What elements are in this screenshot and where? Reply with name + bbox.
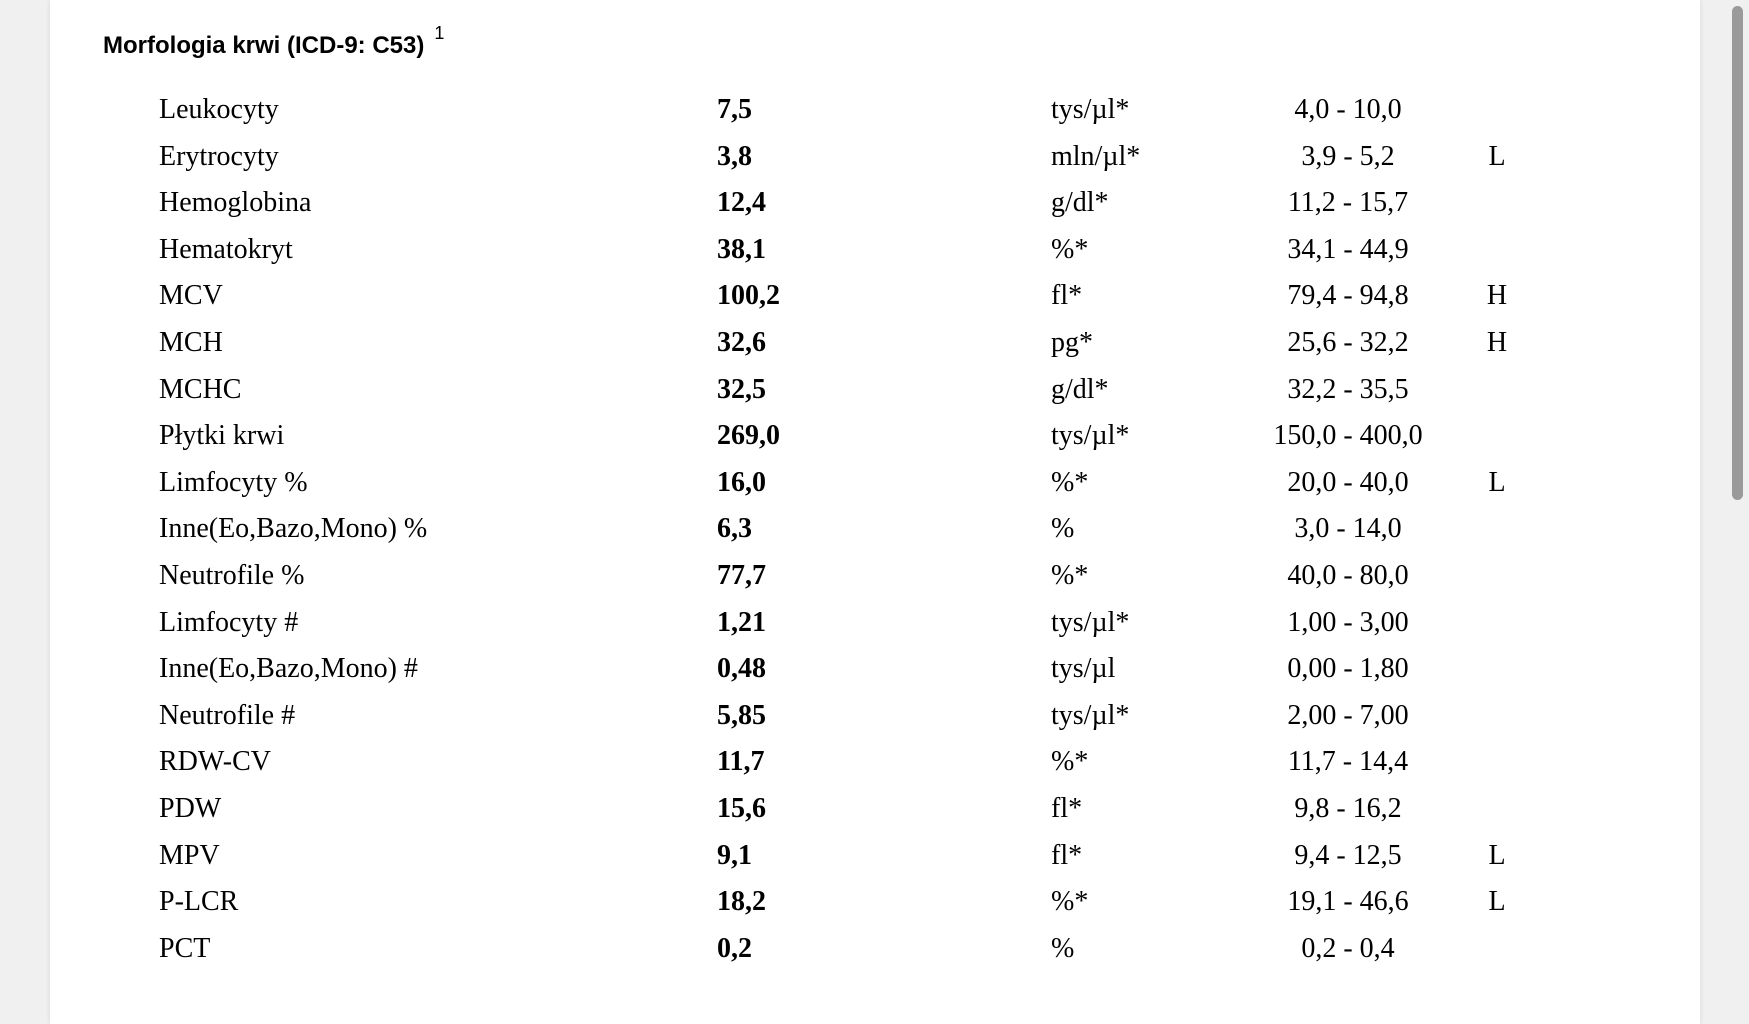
result-value: 15,6: [717, 793, 766, 824]
result-value: 32,6: [717, 327, 766, 358]
result-unit: %: [1051, 513, 1075, 545]
result-unit: g/dl*: [1051, 187, 1109, 219]
result-row: [50, 693, 1700, 739]
result-row: [50, 180, 1700, 226]
result-name: MPV: [159, 839, 220, 871]
result-name: RDW-CV: [159, 746, 271, 778]
result-unit: %*: [1051, 886, 1089, 918]
result-value: 7,5: [717, 94, 752, 125]
result-reference-range: 40,0 - 80,0: [1287, 560, 1409, 591]
result-name: Neutrofile #: [159, 699, 296, 731]
result-reference-range: 20,0 - 40,0: [1287, 466, 1409, 498]
result-reference-range: 3,0 - 14,0: [1294, 513, 1402, 545]
result-reference-range: 1,00 - 3,00: [1287, 606, 1409, 638]
section-title-text: Morfologia krwi (ICD-9: C53): [103, 32, 425, 59]
result-name: Leukocyty: [159, 94, 279, 125]
result-unit: %*: [1051, 560, 1089, 591]
result-value: 16,0: [717, 466, 766, 498]
result-name: Erytrocyty: [159, 140, 279, 172]
result-flag: L: [1488, 466, 1506, 498]
result-unit: tys/µl*: [1051, 606, 1130, 638]
scrollbar-thumb[interactable]: [1732, 6, 1743, 500]
result-reference-range: 0,2 - 0,4: [1301, 932, 1395, 964]
result-unit: %*: [1051, 466, 1089, 498]
result-reference-range: 4,0 - 10,0: [1294, 94, 1402, 125]
result-reference-range: 25,6 - 32,2: [1287, 327, 1409, 358]
result-unit: tys/µl*: [1051, 699, 1130, 731]
result-value: 12,4: [717, 187, 766, 219]
result-row: [50, 833, 1700, 879]
result-name: Inne(Eo,Bazo,Mono) #: [159, 653, 418, 685]
result-reference-range: 0,00 - 1,80: [1287, 653, 1409, 685]
result-name: MCH: [159, 327, 223, 358]
result-unit: g/dl*: [1051, 373, 1109, 405]
result-row: [50, 600, 1700, 646]
result-name: Neutrofile %: [159, 560, 305, 591]
result-reference-range: 79,4 - 94,8: [1287, 280, 1409, 312]
result-row: [50, 273, 1700, 319]
result-reference-range: 19,1 - 46,6: [1287, 886, 1409, 918]
result-name: MCHC: [159, 373, 242, 405]
result-reference-range: 11,2 - 15,7: [1287, 187, 1409, 219]
result-unit: tys/µl*: [1051, 420, 1130, 452]
result-row: [50, 739, 1700, 785]
result-row: [50, 460, 1700, 506]
result-name: Limfocyty #: [159, 606, 299, 638]
document-page: [50, 0, 1700, 1024]
result-name: MCV: [159, 280, 223, 312]
result-row: [50, 879, 1700, 925]
footnote-marker: 1: [434, 23, 445, 43]
results-table: [50, 0, 1700, 1024]
result-name: PCT: [159, 932, 211, 964]
result-reference-range: 3,9 - 5,2: [1301, 140, 1395, 172]
result-flag: L: [1488, 839, 1506, 871]
result-value: 5,85: [717, 699, 766, 731]
result-value: 1,21: [717, 606, 766, 638]
result-reference-range: 11,7 - 14,4: [1287, 746, 1409, 778]
result-name: Hemoglobina: [159, 187, 312, 219]
result-unit: fl*: [1051, 793, 1083, 824]
result-reference-range: 32,2 - 35,5: [1287, 373, 1409, 405]
result-name: Inne(Eo,Bazo,Mono) %: [159, 513, 428, 545]
result-value: 269,0: [717, 420, 780, 452]
result-unit: pg*: [1051, 327, 1093, 358]
result-row: [50, 87, 1700, 133]
result-row: [50, 506, 1700, 552]
result-value: 11,7: [717, 746, 765, 778]
result-value: 9,1: [717, 839, 752, 871]
result-reference-range: 9,4 - 12,5: [1294, 839, 1402, 871]
result-unit: %*: [1051, 746, 1089, 778]
result-unit: tys/µl*: [1051, 94, 1130, 125]
result-row: [50, 786, 1700, 832]
result-value: 6,3: [717, 513, 752, 545]
result-value: 77,7: [717, 560, 766, 591]
result-value: 0,48: [717, 653, 766, 685]
result-row: [50, 227, 1700, 273]
result-reference-range: 150,0 - 400,0: [1273, 420, 1423, 452]
result-reference-range: 34,1 - 44,9: [1287, 233, 1409, 265]
result-reference-range: 9,8 - 16,2: [1294, 793, 1402, 824]
result-row: [50, 413, 1700, 459]
result-name: Limfocyty %: [159, 466, 308, 498]
result-row: [50, 553, 1700, 599]
result-name: Płytki krwi: [159, 420, 285, 452]
result-value: 0,2: [717, 932, 752, 964]
result-unit: mln/µl*: [1051, 140, 1141, 172]
result-value: 100,2: [717, 280, 780, 312]
result-value: 18,2: [717, 886, 766, 918]
result-flag: L: [1488, 886, 1506, 918]
result-row: [50, 134, 1700, 180]
result-name: Hematokryt: [159, 233, 293, 265]
result-value: 32,5: [717, 373, 766, 405]
result-row: [50, 320, 1700, 366]
result-reference-range: 2,00 - 7,00: [1287, 699, 1409, 731]
result-unit: tys/µl: [1051, 653, 1116, 685]
result-flag: L: [1488, 140, 1506, 172]
result-name: P-LCR: [159, 886, 239, 918]
result-unit: fl*: [1051, 839, 1083, 871]
result-unit: %: [1051, 932, 1075, 964]
result-unit: %*: [1051, 233, 1089, 265]
result-row: [50, 926, 1700, 972]
result-value: 38,1: [717, 233, 766, 265]
result-row: [50, 646, 1700, 692]
result-row: [50, 367, 1700, 413]
result-name: PDW: [159, 793, 222, 824]
result-unit: fl*: [1051, 280, 1083, 312]
result-flag: H: [1486, 280, 1508, 312]
result-value: 3,8: [717, 140, 752, 172]
result-flag: H: [1486, 327, 1508, 358]
scrollbar[interactable]: [1723, 0, 1749, 1024]
